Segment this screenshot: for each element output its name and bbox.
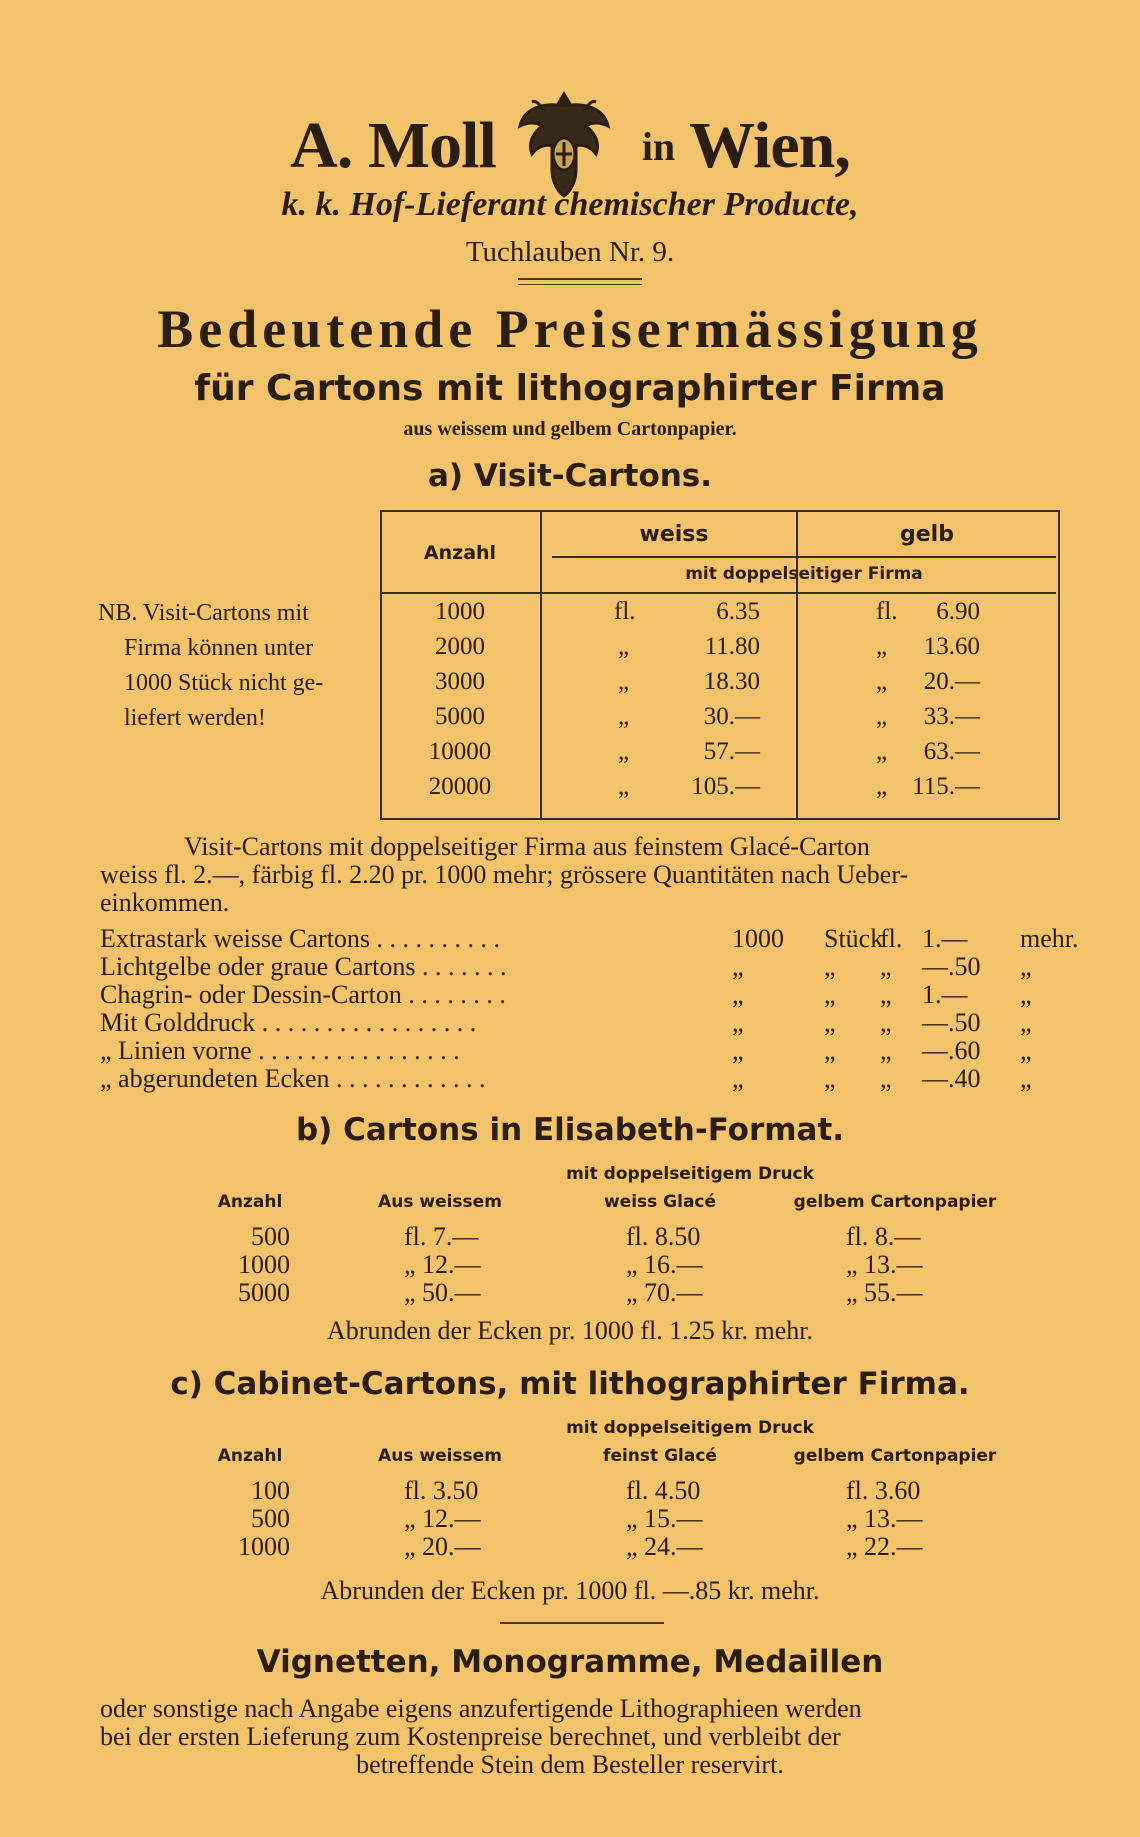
col-header-1: Aus weissem bbox=[378, 1192, 502, 1212]
extra-unit: „ bbox=[824, 1008, 836, 1037]
nb-note-line: Firma können unter bbox=[124, 635, 314, 661]
city-name: Wien, bbox=[689, 109, 850, 182]
headline-main: Bedeutende Preisermässigung bbox=[157, 299, 983, 359]
extra-price-row bbox=[100, 1036, 1060, 1064]
headline-note: aus weissem und gelbem Cartonpapier. bbox=[403, 418, 737, 440]
cell-value: „ 12.— bbox=[404, 1250, 481, 1279]
extra-price-row bbox=[100, 1064, 1060, 1092]
extra-unit: „ bbox=[824, 980, 836, 1009]
col-header-anzahl: Anzahl bbox=[423, 542, 497, 564]
cell-anzahl: 500 bbox=[251, 1504, 290, 1533]
nb-note-line: NB. Visit-Cartons mit bbox=[98, 600, 309, 626]
extra-currency: „ bbox=[880, 980, 892, 1009]
section-c-title: c) Cabinet-Cartons, mit lithographirter Firma. bbox=[170, 1366, 970, 1402]
table-divider bbox=[552, 556, 1056, 558]
cell-value: „ 24.— bbox=[626, 1532, 703, 1561]
cell-gelb: 33.— bbox=[923, 703, 980, 730]
section-b-note: Abrunden der Ecken pr. 1000 fl. 1.25 kr. mehr. bbox=[327, 1316, 813, 1345]
cell-gelb-prefix: fl. bbox=[876, 598, 898, 625]
cell-anzahl: 1000 bbox=[238, 1250, 290, 1279]
extra-qty: „ bbox=[732, 1036, 744, 1065]
extra-price: —.50 bbox=[922, 952, 981, 981]
subtitle: k. k. Hof-Lieferant chemischer Producte, bbox=[281, 186, 859, 223]
cell-weiss-prefix: „ bbox=[618, 773, 630, 800]
cell-anzahl: 5000 bbox=[435, 703, 485, 730]
col-subheader: mit doppelseitiger Firma bbox=[685, 564, 923, 584]
cell-value: „ 70.— bbox=[626, 1278, 703, 1307]
footer-line: bei der ersten Lieferung zum Kostenpreise berechnet, und verbleibt der bbox=[100, 1722, 841, 1751]
extra-qty: „ bbox=[732, 1008, 744, 1037]
extra-price-row bbox=[100, 1008, 1060, 1036]
col-header-3: gelbem Cartonpapier bbox=[793, 1192, 997, 1212]
extra-suffix: „ bbox=[1020, 1064, 1032, 1093]
extra-unit: „ bbox=[824, 1036, 836, 1065]
extra-price: —.60 bbox=[922, 1036, 981, 1065]
cell-anzahl: 5000 bbox=[238, 1278, 290, 1307]
col-header-2: weiss Glacé bbox=[603, 1192, 717, 1212]
extra-currency: „ bbox=[880, 952, 892, 981]
cell-anzahl: 1000 bbox=[435, 598, 485, 625]
cell-weiss: 18.30 bbox=[703, 668, 760, 695]
col-header-1: Aus weissem bbox=[378, 1446, 502, 1466]
company-name: A. Moll bbox=[290, 109, 496, 182]
cell-anzahl: 1000 bbox=[238, 1532, 290, 1561]
extra-price: —.50 bbox=[922, 1008, 981, 1037]
footer-line: betreffende Stein dem Besteller reservirt. bbox=[356, 1750, 784, 1779]
cell-gelb: 20.— bbox=[923, 668, 980, 695]
extra-label: Mit Golddruck . . . . . . . . . . . . . . . . . bbox=[100, 1008, 477, 1037]
cell-anzahl: 10000 bbox=[428, 738, 492, 765]
cell-value: „ 16.— bbox=[626, 1250, 703, 1279]
cell-anzahl: 3000 bbox=[435, 668, 485, 695]
extra-suffix: „ bbox=[1020, 1008, 1032, 1037]
col-header-weiss: weiss bbox=[639, 522, 709, 547]
extra-price: 1.— bbox=[922, 980, 968, 1009]
address: Tuchlauben Nr. 9. bbox=[465, 236, 675, 268]
extra-price-row bbox=[100, 952, 1060, 980]
cell-value: „ 13.— bbox=[846, 1250, 923, 1279]
cell-gelb: 115.— bbox=[912, 773, 980, 800]
extra-suffix: „ bbox=[1020, 980, 1032, 1009]
extra-label: Chagrin- oder Dessin-Carton . . . . . . . . bbox=[100, 980, 506, 1009]
table-divider bbox=[540, 510, 542, 818]
extra-suffix: „ bbox=[1020, 1036, 1032, 1065]
group-header: mit doppelseitigem Druck bbox=[566, 1418, 814, 1438]
divider bbox=[500, 1622, 664, 1624]
col-header-anzahl: Anzahl bbox=[217, 1446, 283, 1466]
extra-unit: „ bbox=[824, 952, 836, 981]
cell-value: fl. 7.— bbox=[404, 1222, 479, 1251]
col-header-2: feinst Glacé bbox=[603, 1446, 717, 1466]
cell-value: fl. 8.50 bbox=[626, 1222, 701, 1251]
extra-unit: „ bbox=[824, 1064, 836, 1093]
extra-qty: „ bbox=[732, 952, 744, 981]
cell-weiss-prefix: „ bbox=[618, 703, 630, 730]
extra-unit: Stück bbox=[824, 924, 884, 953]
group-header: mit doppelseitigem Druck bbox=[566, 1164, 814, 1184]
extra-suffix: „ bbox=[1020, 952, 1032, 981]
section-a-title: a) Visit-Cartons. bbox=[427, 458, 713, 494]
extra-price-row bbox=[100, 980, 1060, 1008]
extra-currency: fl. bbox=[880, 924, 903, 953]
divider bbox=[518, 284, 642, 285]
cell-gelb-prefix: „ bbox=[876, 633, 888, 660]
col-header-3: gelbem Cartonpapier bbox=[793, 1446, 997, 1466]
nb-note-line: 1000 Stück nicht ge- bbox=[124, 670, 324, 696]
col-header-anzahl: Anzahl bbox=[217, 1192, 283, 1212]
cell-value: „ 12.— bbox=[404, 1504, 481, 1533]
cell-weiss: 57.— bbox=[703, 738, 760, 765]
extra-currency: „ bbox=[880, 1008, 892, 1037]
paragraph-line: weiss fl. 2.—, färbig fl. 2.20 pr. 1000 mehr; grössere Quantitäten nach Ueber- bbox=[100, 860, 909, 889]
table-divider bbox=[380, 592, 1056, 594]
cell-anzahl: 500 bbox=[251, 1222, 290, 1251]
footer-line: oder sonstige nach Angabe eigens anzufertigende Lithographieen werden bbox=[100, 1694, 862, 1723]
extra-currency: „ bbox=[880, 1064, 892, 1093]
extra-label: Lichtgelbe oder graue Cartons . . . . . . . bbox=[100, 952, 507, 981]
cell-weiss: 105.— bbox=[691, 773, 760, 800]
paragraph-line: Visit-Cartons mit doppelseitiger Firma aus feinstem Glacé-Carton bbox=[184, 832, 870, 861]
cell-gelb: 6.90 bbox=[936, 598, 980, 625]
connector-word: in bbox=[641, 123, 676, 169]
cell-anzahl: 2000 bbox=[435, 633, 485, 660]
cell-weiss-prefix: „ bbox=[618, 738, 630, 765]
extra-price-row bbox=[100, 924, 1079, 953]
cell-gelb: 63.— bbox=[923, 738, 980, 765]
cell-anzahl: 100 bbox=[251, 1476, 290, 1505]
footer-heading: Vignetten, Monogramme, Medaillen bbox=[256, 1644, 884, 1680]
extra-currency: „ bbox=[880, 1036, 892, 1065]
cell-value: „ 20.— bbox=[404, 1532, 481, 1561]
extra-qty: „ bbox=[732, 1064, 744, 1093]
cell-weiss-prefix: „ bbox=[618, 633, 630, 660]
cell-value: fl. 8.— bbox=[846, 1222, 921, 1251]
col-header-gelb: gelb bbox=[900, 522, 954, 547]
cell-value: fl. 3.60 bbox=[846, 1476, 921, 1505]
extra-suffix: mehr. bbox=[1020, 924, 1079, 953]
extra-label: „ abgerundeten Ecken . . . . . . . . . . . . bbox=[100, 1064, 486, 1093]
extra-price: —.40 bbox=[922, 1064, 981, 1093]
cell-gelb-prefix: „ bbox=[876, 738, 888, 765]
extra-qty: „ bbox=[732, 980, 744, 1009]
cell-weiss: 6.35 bbox=[716, 598, 760, 625]
extra-price: 1.— bbox=[922, 924, 968, 953]
cell-weiss-prefix: fl. bbox=[614, 598, 636, 625]
cell-weiss-prefix: „ bbox=[618, 668, 630, 695]
cell-value: fl. 3.50 bbox=[404, 1476, 479, 1505]
cell-gelb-prefix: „ bbox=[876, 773, 888, 800]
section-b-title: b) Cartons in Elisabeth-Format. bbox=[295, 1112, 845, 1148]
cell-value: „ 13.— bbox=[846, 1504, 923, 1533]
cell-gelb-prefix: „ bbox=[876, 668, 888, 695]
cell-value: „ 50.— bbox=[404, 1278, 481, 1307]
cell-gelb: 13.60 bbox=[923, 633, 980, 660]
section-c-note: Abrunden der Ecken pr. 1000 fl. —.85 kr. mehr. bbox=[320, 1576, 820, 1605]
cell-value: fl. 4.50 bbox=[626, 1476, 701, 1505]
extra-label: „ Linien vorne . . . . . . . . . . . . . . . . bbox=[100, 1036, 460, 1065]
cell-value: „ 22.— bbox=[846, 1532, 923, 1561]
cell-anzahl: 20000 bbox=[428, 773, 492, 800]
cell-gelb-prefix: „ bbox=[876, 703, 888, 730]
cell-weiss: 11.80 bbox=[704, 633, 760, 660]
extra-label: Extrastark weisse Cartons . . . . . . . . . . bbox=[100, 924, 501, 953]
nb-note-line: liefert werden! bbox=[124, 705, 266, 731]
headline-sub: für Cartons mit lithographirter Firma bbox=[194, 368, 946, 409]
paragraph-line: einkommen. bbox=[100, 888, 230, 917]
divider bbox=[518, 278, 642, 280]
extra-qty: 1000 bbox=[732, 924, 784, 953]
cell-weiss: 30.— bbox=[703, 703, 760, 730]
cell-value: „ 55.— bbox=[846, 1278, 923, 1307]
cell-value: „ 15.— bbox=[626, 1504, 703, 1533]
